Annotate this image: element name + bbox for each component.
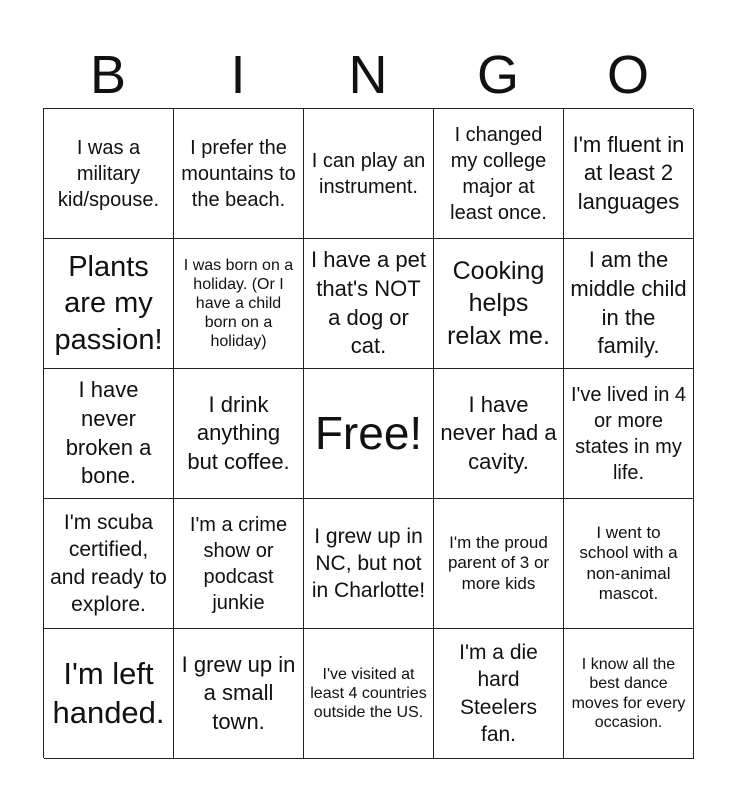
- bingo-cell[interactable]: I was born on a holiday. (Or I have a child born on a holiday): [174, 239, 304, 369]
- bingo-cell[interactable]: I have a pet that's NOT a dog or cat.: [304, 239, 434, 369]
- bingo-cell[interactable]: I prefer the mountains to the beach.: [174, 109, 304, 239]
- bingo-cell[interactable]: I have never broken a bone.: [44, 369, 174, 499]
- bingo-cell[interactable]: I drink anything but coffee.: [174, 369, 304, 499]
- bingo-cell[interactable]: I grew up in NC, but not in Charlotte!: [304, 499, 434, 629]
- bingo-cell[interactable]: I've lived in 4 or more states in my life.: [564, 369, 694, 499]
- bingo-cell[interactable]: I have never had a cavity.: [434, 369, 564, 499]
- header-letter-o: O: [606, 45, 649, 105]
- bingo-cell[interactable]: I've visited at least 4 countries outside the US.: [304, 629, 434, 759]
- bingo-cell[interactable]: I'm left handed.: [44, 629, 174, 759]
- bingo-cell[interactable]: I was a military kid/spouse.: [44, 109, 174, 239]
- bingo-cell[interactable]: I am the middle child in the family.: [564, 239, 694, 369]
- header-letter-i: I: [230, 45, 246, 105]
- bingo-cell[interactable]: I grew up in a small town.: [174, 629, 304, 759]
- bingo-cell[interactable]: I know all the best dance moves for every occasion.: [564, 629, 694, 759]
- header-letter-g: G: [476, 45, 519, 105]
- bingo-cell[interactable]: I'm a die hard Steelers fan.: [434, 629, 564, 759]
- header-letter-n: N: [348, 45, 388, 105]
- bingo-cell[interactable]: Plants are my passion!: [44, 239, 174, 369]
- bingo-board: [43, 108, 693, 758]
- header-letter-b: B: [89, 45, 127, 105]
- bingo-cell[interactable]: I'm fluent in at least 2 languages: [564, 109, 694, 239]
- bingo-cell[interactable]: I went to school with a non-animal mascot.: [564, 499, 694, 629]
- bingo-cell[interactable]: I changed my college major at least once.: [434, 109, 564, 239]
- bingo-cell[interactable]: I'm the proud parent of 3 or more kids: [434, 499, 564, 629]
- bingo-cell[interactable]: I'm scuba certified, and ready to explore.: [44, 499, 174, 629]
- bingo-header: [43, 42, 693, 108]
- bingo-cell[interactable]: Cooking helps relax me.: [434, 239, 564, 369]
- free-space[interactable]: Free!: [304, 369, 434, 499]
- bingo-cell[interactable]: I'm a crime show or podcast junkie: [174, 499, 304, 629]
- bingo-cell[interactable]: I can play an instrument.: [304, 109, 434, 239]
